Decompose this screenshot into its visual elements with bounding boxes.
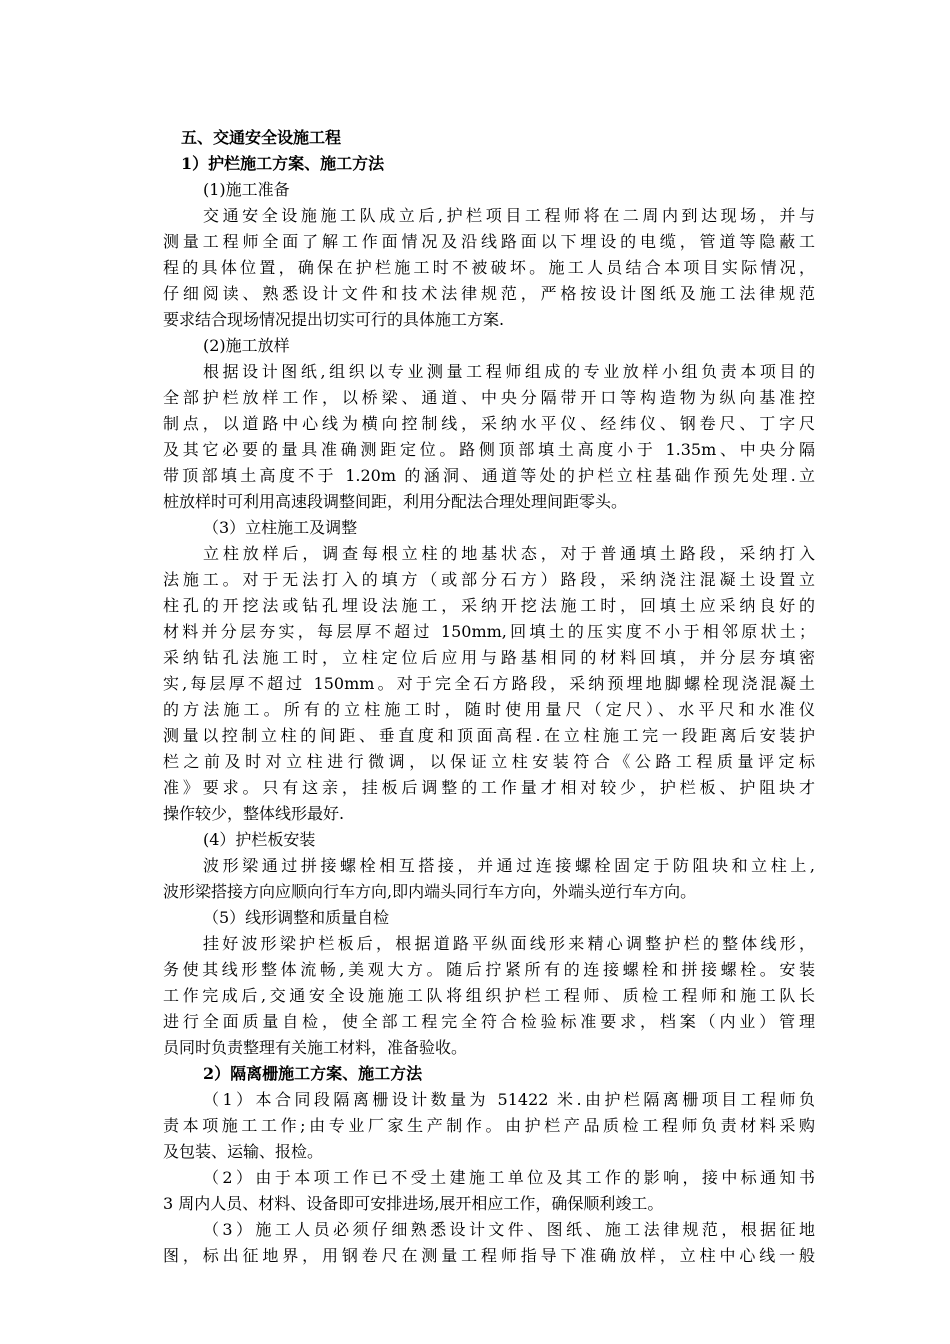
paragraph-line: 责本项施工工作;由专业厂家生产制作。由护栏产品质检工程师负责材料采购 <box>163 1116 815 1135</box>
paragraph-line: 根据设计图纸,组织以专业测量工程师组成的专业放样小组负责本项目的 <box>203 362 815 381</box>
section-title: 五、交通安全设施工程 <box>181 128 342 147</box>
sub5-title: （5）线形调整和质量自检 <box>203 908 390 927</box>
sub4-title: (4）护栏板安装 <box>203 830 316 849</box>
sub3-title: （3）立柱施工及调整 <box>203 518 358 537</box>
paragraph-line: 带顶部填土高度不于 1.20m 的涵洞、通道等处的护栏立柱基础作预先处理.立 <box>163 466 815 485</box>
paragraph-line: （2）由于本项工作已不受土建施工单位及其工作的影响，接中标通知书 <box>203 1168 815 1187</box>
sub2-title: (2)施工放样 <box>203 336 290 355</box>
paragraph-line: 制点，以道路中心线为横向控制线，采纳水平仪、经纬仪、钢卷尺、丁字尺 <box>163 414 815 433</box>
paragraph-line: 仔细阅读、熟悉设计文件和技术法律规范，严格按设计图纸及施工法律规范 <box>163 284 815 303</box>
paragraph-line: 桩放样时可利用高速段调整间距，利用分配法合理处理间距零头。 <box>163 492 628 511</box>
paragraph-line: 程的具体位置，确保在护栏施工时不被破坏。施工人员结合本项目实际情况， <box>163 258 815 277</box>
part1-heading: 1）护栏施工方案、施工方法 <box>181 154 385 173</box>
paragraph-line: 全部护栏放样工作，以桥梁、通道、中央分隔带开口等构造物为纵向基准控 <box>163 388 815 407</box>
part2-heading: 2）隔离栅施工方案、施工方法 <box>203 1064 423 1083</box>
paragraph-line: 要求结合现场情况提出切实可行的具体施工方案. <box>163 310 505 329</box>
paragraph-line: 实,每层厚不超过 150mm。对于完全石方路段，采纳预埋地脚螺栓现浇混凝土 <box>163 674 815 693</box>
paragraph-line: 务使其线形整体流畅,美观大方。随后拧紧所有的连接螺栓和拼接螺栓。安装 <box>163 960 815 979</box>
paragraph-line: 立柱放样后，调查每根立柱的地基状态，对于普通填土路段，采纳打入 <box>203 544 815 563</box>
paragraph-line: 波形梁通过拼接螺栓相互搭接，并通过连接螺栓固定于防阻块和立柱上, <box>203 856 815 875</box>
paragraph-line: 及其它必要的量具准确测距定位。路侧顶部填土高度小于 1.35m、中央分隔 <box>163 440 815 459</box>
paragraph-line: 栏之前及时对立柱进行微调，以保证立柱安装符合《公路工程质量评定标 <box>163 752 815 771</box>
paragraph-line: （3）施工人员必须仔细熟悉设计文件、图纸、施工法律规范，根据征地 <box>203 1220 815 1239</box>
paragraph-line: 员同时负责整理有关施工材料，准备验收。 <box>163 1038 468 1057</box>
paragraph-line: 法施工。对于无法打入的填方（或部分石方）路段，采纳浇注混凝土设置立 <box>163 570 815 589</box>
paragraph-line: 挂好波形梁护栏板后，根据道路平纵面线形来精心调整护栏的整体线形， <box>203 934 815 953</box>
paragraph-line: 进行全面质量自检，使全部工程完全符合检验标准要求，档案（内业）管理 <box>163 1012 815 1031</box>
paragraph-line: 工作完成后,交通安全设施施工队将组织护栏工程师、质检工程师和施工队长 <box>163 986 815 1005</box>
paragraph-line: 波形梁搭接方向应顺向行车方向,即内端头同行车方向，外端头逆行车方向。 <box>163 882 697 901</box>
document-page <box>163 125 815 1269</box>
paragraph-line: 及包装、运输、报检。 <box>163 1142 324 1161</box>
paragraph-line: 交通安全设施施工队成立后,护栏项目工程师将在二周内到达现场，并与 <box>203 206 815 225</box>
paragraph-line: 的方法施工。所有的立柱施工时，随时使用量尺（定尺）、水平尺和水准仪 <box>163 700 815 719</box>
paragraph-line: （1）本合同段隔离栅设计数量为 51422 米.由护栏隔离栅项目工程师负 <box>203 1090 815 1109</box>
paragraph-line: 材料并分层夯实，每层厚不超过 150mm,回填土的压实度不小于相邻原状土； <box>163 622 815 641</box>
sub1-title: (1)施工准备 <box>203 180 290 199</box>
paragraph-line: 图，标出征地界，用钢卷尺在测量工程师指导下准确放样，立柱中心线一般 <box>163 1246 815 1265</box>
paragraph-line: 准》要求。只有这亲，挂板后调整的工作量才相对较少，护栏板、护阻块才 <box>163 778 815 797</box>
paragraph-line: 采纳钻孔法施工时，立柱定位后应用与路基相同的材料回填，并分层夯填密 <box>163 648 815 667</box>
paragraph-line: 柱孔的开挖法或钻孔埋设法施工，采纳开挖法施工时，回填土应采纳良好的 <box>163 596 815 615</box>
paragraph-line: 3 周内人员、材料、设备即可安排进场,展开相应工作，确保顺利竣工。 <box>163 1194 664 1213</box>
paragraph-line: 测量以控制立柱的间距、垂直度和顶面高程.在立柱施工完一段距离后安装护 <box>163 726 815 745</box>
paragraph-line: 操作较少，整体线形最好. <box>163 804 345 823</box>
paragraph-line: 测量工程师全面了解工作面情况及沿线路面以下埋设的电缆，管道等隐蔽工 <box>163 232 815 251</box>
